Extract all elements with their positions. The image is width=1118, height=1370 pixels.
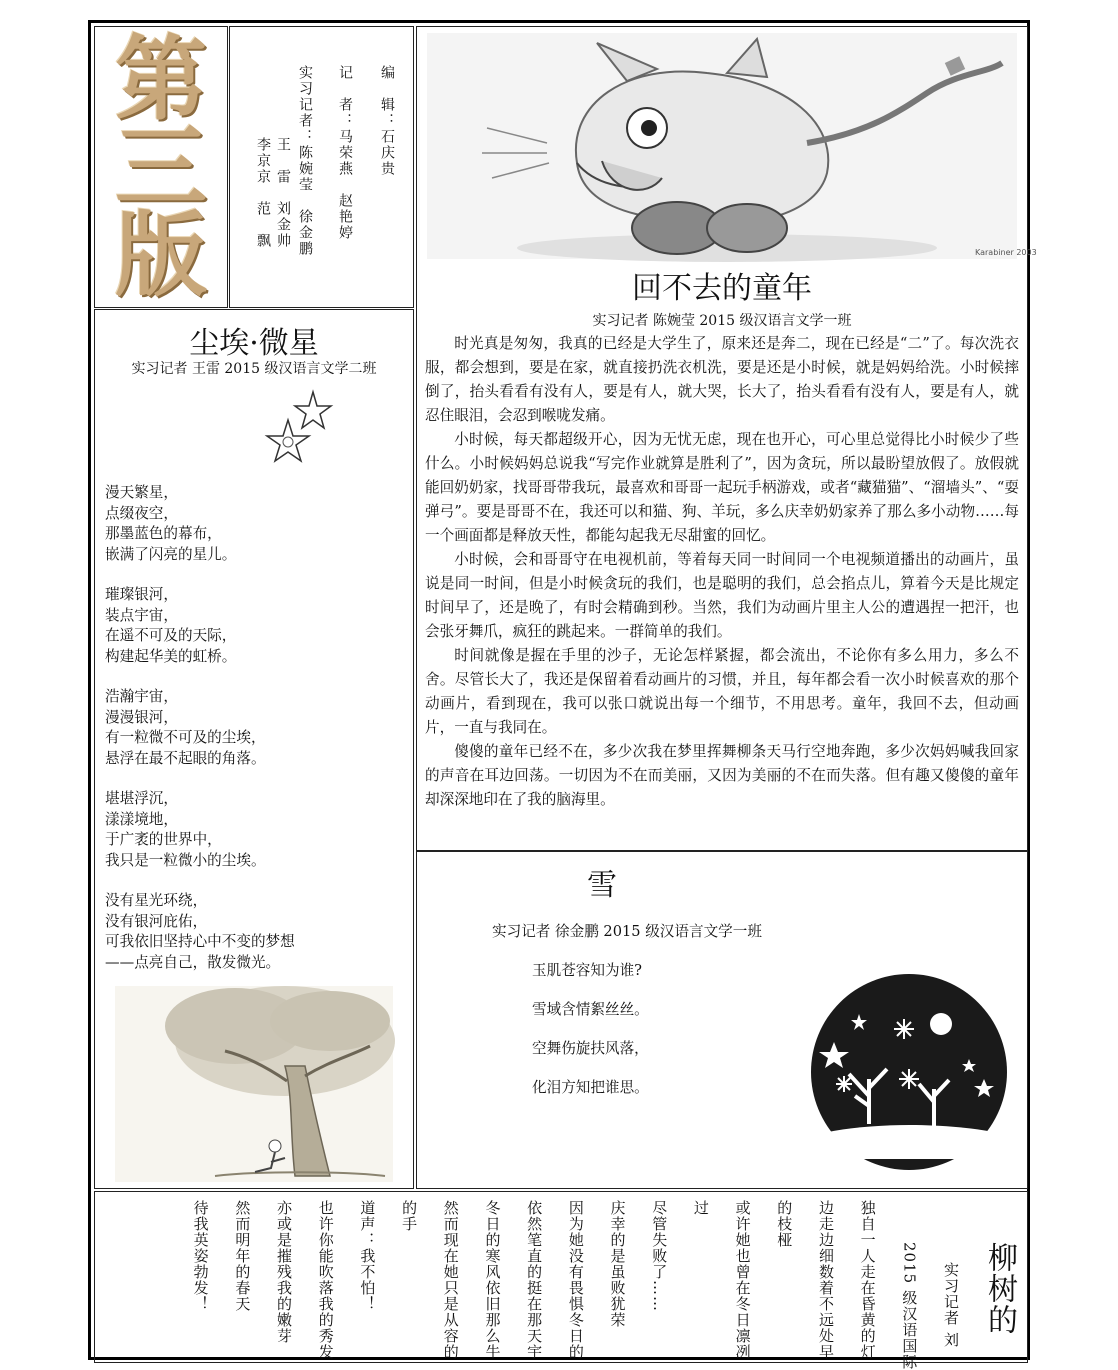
childhood-paragraph: 小时候，每天都超级开心，因为无忧无虑，现在也开心，可心里总觉得比小时候少了些什么。小时候妈妈总说我“写完作业就算是胜利了”，因为贪玩，所以最盼望放假了。放假就能回奶奶家，找哥哥带我玩，最喜欢和哥哥一起玩手柄游戏，或者“藏猫猫”、“溜墙头”、“耍弹弓”。要是哥哥不在，我还可以和猫、狗、羊玩，多么庆幸奶奶家养了那么多小动物……每一个画面都是释放天性，都能勾起我无尽甜蜜的回忆。 xyxy=(425,431,1019,544)
willow-line: 亦或是摧残我的嫩芽 xyxy=(275,1200,293,1344)
willow-line: 依然笔直的挺在那天宇 xyxy=(525,1200,544,1360)
snow-title: 雪 xyxy=(587,868,617,903)
willow-line: 边走边细数着不远处早 xyxy=(816,1200,835,1360)
page-number-box xyxy=(94,26,228,308)
cartoon-creature-illustration xyxy=(427,33,1037,259)
poem-line: 浩瀚宇宙， xyxy=(105,688,178,705)
poem-stanza xyxy=(105,687,295,769)
poem-line: 于广袤的世界中， xyxy=(105,831,222,848)
willow-line: 庆幸的是虽败犹荣 xyxy=(608,1200,627,1328)
article-childhood xyxy=(416,26,1037,851)
willow-line: 过 xyxy=(691,1200,710,1216)
staff-intern-2: 王 雷 刘金帅 xyxy=(275,137,291,249)
willow-line: 独自一人走在昏黄的灯 xyxy=(858,1200,877,1360)
newspaper-page xyxy=(88,20,1037,1370)
poem-line: 堪堪浮沉， xyxy=(105,790,178,807)
willow-line: 道声：我不怕！ xyxy=(358,1200,377,1312)
willow-line: 因为她没有畏惧冬日的 xyxy=(566,1200,585,1360)
willow-line: 然而现在她只是从容的 xyxy=(441,1200,460,1360)
poem-line: 空舞伤旋扶风落， xyxy=(532,1040,649,1057)
willow-byline: 实习记者 刘 xyxy=(942,1262,960,1348)
poem-line: 构建起华美的虹桥。 xyxy=(105,647,237,665)
childhood-paragraph: 小时候，会和哥哥守在电视机前，等着每天同一时间同一个电视频道播出的动画片，虽说是同一时间，但是小时候贪玩的我们，也是聪明的我们，总会掐点儿，算着今天是比规定时间早了，还是晚了，有时会精确到秒。当然，我们为动画片里主人公的遭遇捏一把汗，也会张牙舞爪，疯狂的跳起来。一群简单的我们。 xyxy=(425,551,1019,640)
tree-illustration xyxy=(115,986,393,1182)
staff-intern-3: 李京京 范 飘 xyxy=(255,137,271,249)
image-caption: Karabiner 2003 xyxy=(975,248,1037,257)
poem-line: 我只是一粒微小的尘埃。 xyxy=(105,851,266,869)
willow-class: 2015 级汉语国际 xyxy=(900,1242,919,1370)
poem-line: 化泪方知把谁思。 xyxy=(532,1079,649,1096)
poem-line: 没有星光环绕， xyxy=(105,892,208,909)
article-willow xyxy=(94,1191,1028,1370)
poem-line: 玉肌苍容知为谁? xyxy=(532,962,642,979)
poem-line: 漾漾境地， xyxy=(105,810,178,828)
staff-intern-1: 实习记者：陈婉莹 徐金鹏 xyxy=(297,65,313,257)
poem-line: 有一粒微不可及的尘埃， xyxy=(105,729,266,746)
childhood-paragraph: 傻傻的童年已经不在，多少次我在梦里挥舞柳条天马行空地奔跑，多少次妈妈喊我回家的声音在耳边回荡。一切因为不在而美丽，又因为美丽的不在而失落。但有趣又傻傻的童年却深深地印在了我的脑海里。 xyxy=(425,743,1019,808)
article-stardust xyxy=(94,309,414,1189)
poem-line: 璀璨银河， xyxy=(105,586,178,603)
poem-stanza xyxy=(105,891,295,973)
staff-reporter: 记 者：马荣燕 赵艳婷 xyxy=(337,65,353,241)
willow-line: 或许她也曾在冬日凛冽 xyxy=(733,1200,752,1360)
poem-line: 漫天繁星， xyxy=(105,484,178,501)
article-snow xyxy=(416,851,1028,1189)
poem-stanza xyxy=(105,789,295,871)
willow-line: 尽管失败了…… xyxy=(650,1200,669,1312)
childhood-body xyxy=(425,332,1019,812)
poem-line: ——点亮自己，散发微光。 xyxy=(105,953,281,971)
childhood-byline: 实习记者 陈婉莹 2015 级汉语言文学一班 xyxy=(592,313,852,329)
poem-stanza xyxy=(105,483,295,565)
staff-editor: 编 辑：石庆贵 xyxy=(379,65,395,177)
stardust-title: 尘埃·微星 xyxy=(189,326,319,361)
childhood-title: 回不去的童年 xyxy=(632,271,812,306)
poem-line: 那墨蓝色的幕布， xyxy=(105,525,222,542)
poem-line: 可我依旧坚持心中不变的梦想 xyxy=(105,933,295,950)
willow-line: 待我英姿勃发！ xyxy=(191,1200,210,1312)
poem-line: 没有银河庇佑， xyxy=(105,912,208,930)
staff-credits-box xyxy=(229,26,414,308)
stardust-byline: 实习记者 王雷 2015 级汉语言文学二班 xyxy=(131,361,377,377)
snow-poem xyxy=(532,960,649,1116)
willow-line: 冬日的寒风依旧那么牛 xyxy=(483,1200,502,1360)
poem-line: 悬浮在最不起眼的角落。 xyxy=(105,749,266,767)
willow-line: 也许你能吹落我的秀发 xyxy=(316,1200,335,1360)
page-number-label: 第 三 版 xyxy=(114,25,207,309)
poem-line: 点缀夜空， xyxy=(105,504,178,522)
snowy-night-illustration xyxy=(809,984,1014,1159)
childhood-paragraph: 时间就像是握在手里的沙子，无论怎样紧握，都会流出，不论你有多么用力，多么不舍。尽管长大了，我还是保留着看动画片的习惯，并且，每年都会看一次小时候喜欢的那个动画片，看到现在，我可以张口就说出每一个细节，不用思考。童年，我回不去，但动画片，一直与我同在。 xyxy=(425,647,1019,736)
willow-line: 然而明年的春天 xyxy=(233,1200,252,1312)
willow-line: 的手 xyxy=(400,1200,419,1232)
poem-line: 在遥不可及的天际， xyxy=(105,627,237,644)
stardust-poem xyxy=(105,483,295,993)
willow-title: 柳树的 xyxy=(982,1242,1017,1335)
poem-line: 装点宇宙， xyxy=(105,606,178,624)
poem-line: 雪域含情絮丝丝。 xyxy=(532,1001,649,1018)
star-icon xyxy=(263,390,343,470)
willow-line: 的枝桠 xyxy=(775,1200,794,1248)
childhood-paragraph: 时光真是匆匆，我真的已经是大学生了，原来还是奔二，现在已经是“二”了。每次洗衣服，都会想到，要是在家，就直接扔洗衣机洗，要是还是小时候，就是妈妈给洗。小时候摔倒了，抬头看看有没有人，要是有人，就大哭，长大了，抬头看看有没有人，要是有人，就忍住眼泪，会忍到喉咙发痛。 xyxy=(425,335,1019,424)
willow-columns xyxy=(179,1192,1027,1370)
poem-stanza xyxy=(105,585,295,667)
poem-line: 嵌满了闪亮的星儿。 xyxy=(105,545,237,563)
poem-line: 漫漫银河， xyxy=(105,708,178,726)
snow-byline: 实习记者 徐金鹏 2015 级汉语言文学一班 xyxy=(492,923,762,940)
